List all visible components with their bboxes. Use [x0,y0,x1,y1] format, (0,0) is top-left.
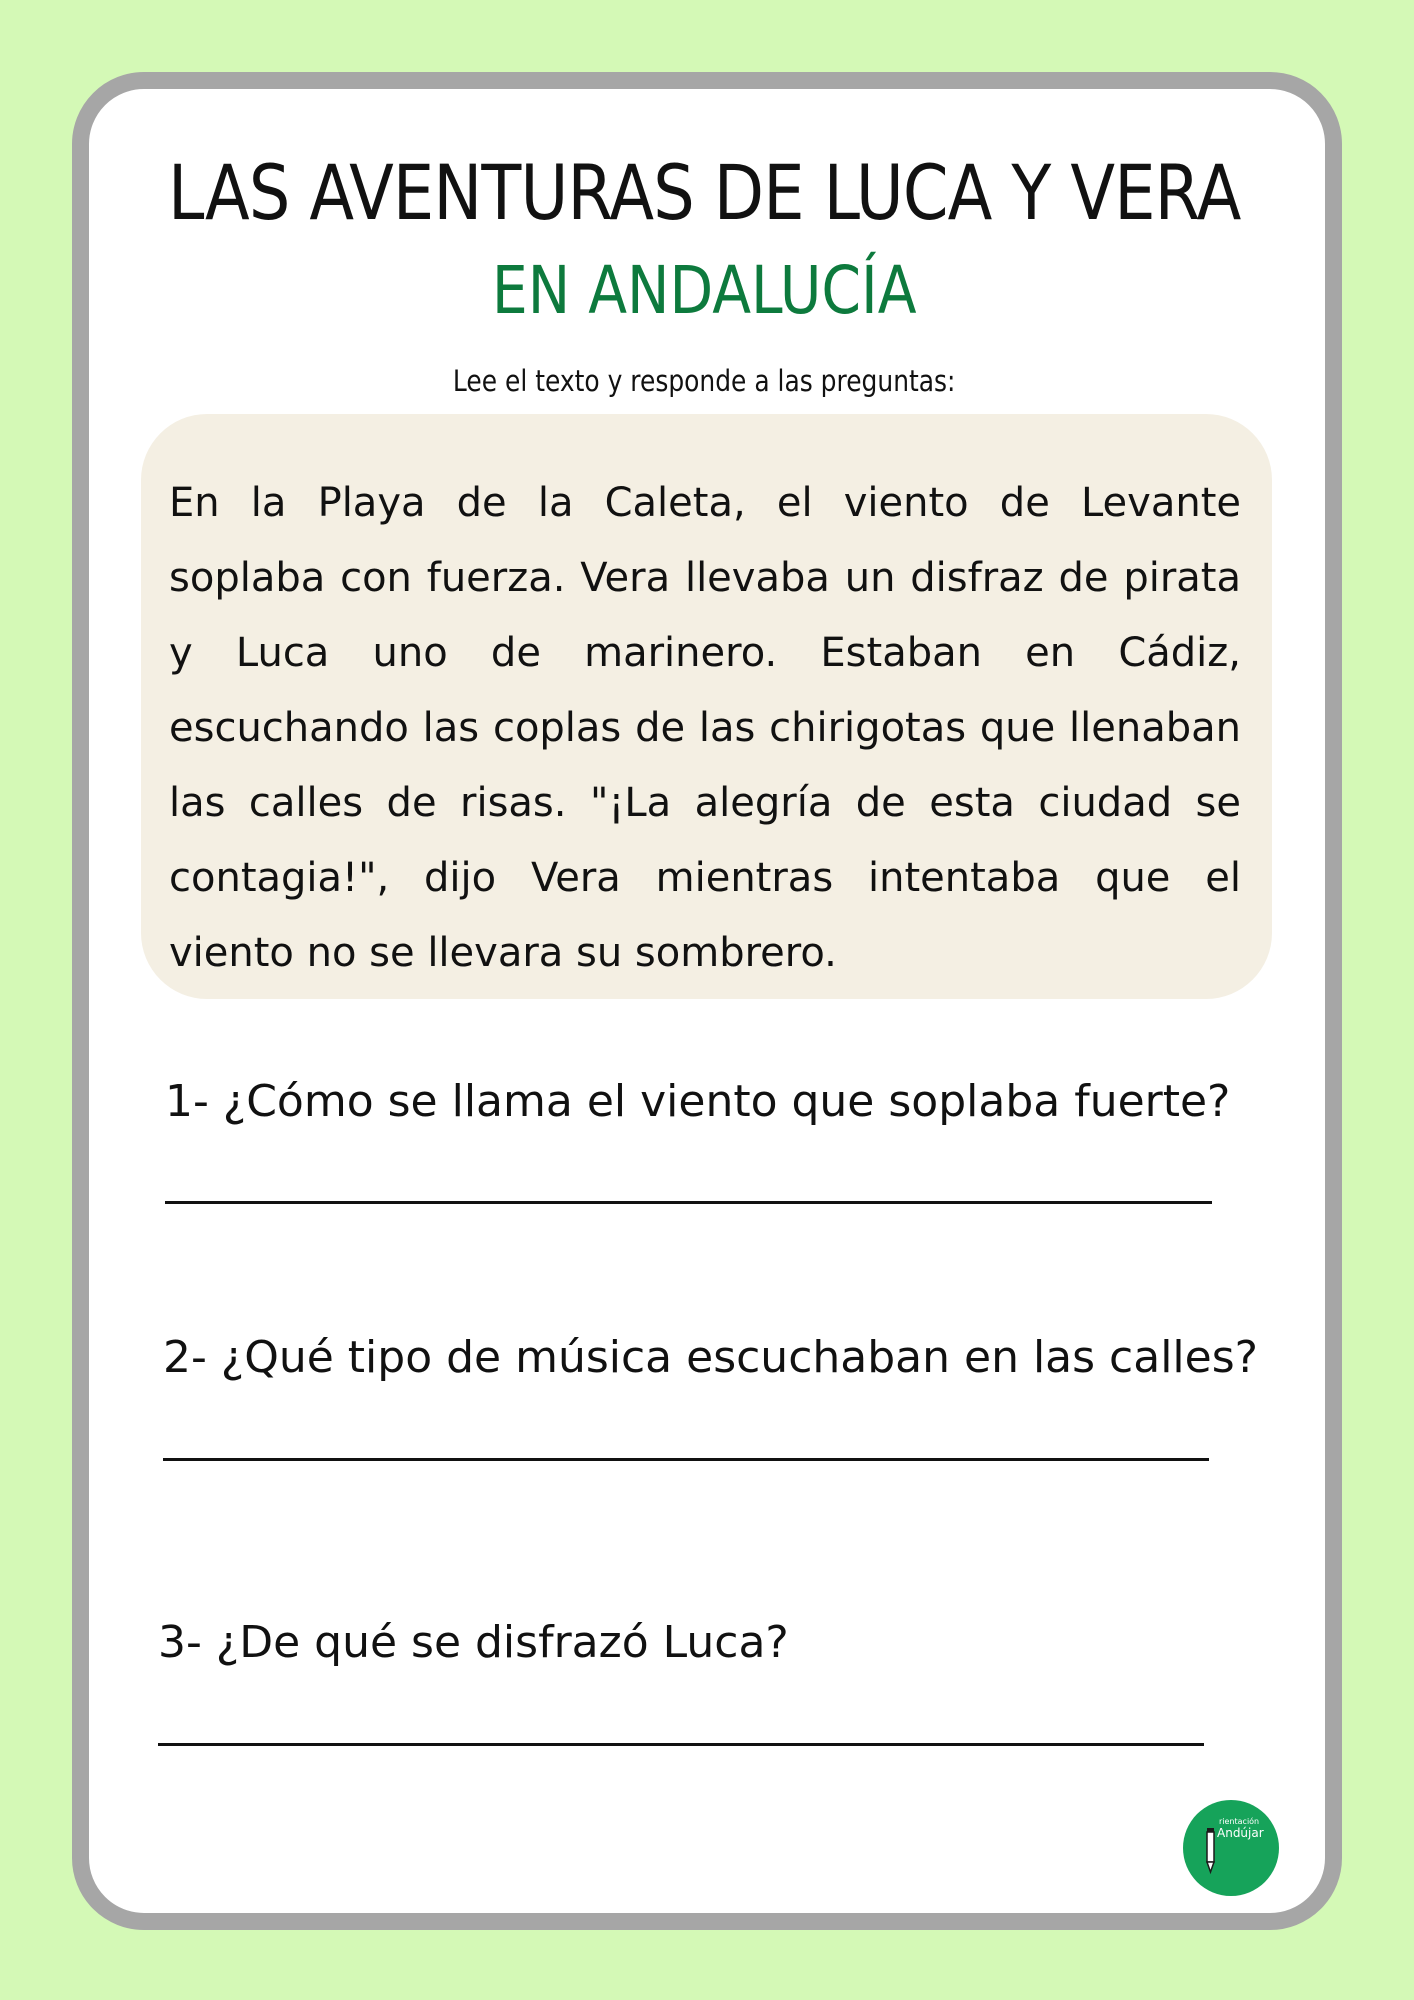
reading-passage-box [141,414,1272,999]
page-title: LAS AVENTURAS DE LUCA Y VERA [167,148,1241,237]
page-subtitle: EN ANDALUCÍA [491,252,917,329]
instruction-text: Lee el texto y responde a las preguntas: [452,364,956,398]
answer-line-1[interactable] [165,1201,1212,1204]
question-1: 1- ¿Cómo se llama el viento que soplaba fuerte? [165,1076,1231,1127]
svg-text:Andújar: Andújar [1217,1826,1264,1840]
reading-passage-text: En la Playa de la Caleta, el viento de Levante soplaba con fuerza. Vera llevaba un disfraz de pirata y Luca uno de marinero. Estaban en Cádiz, escuchando las coplas de las chirigotas que llenaban las calles de risas. "¡La alegría de esta ciudad se contagia!", dijo Vera mientras intentaba que el viento no se llevara su sombrero. [169,480,1241,976]
pencil-icon [1183,1800,1279,1896]
svg-text:rientación: rientación [1219,1817,1260,1826]
question-2: 2- ¿Qué tipo de música escuchaban en las calles? [163,1332,1258,1383]
question-3: 3- ¿De qué se disfrazó Luca? [158,1617,789,1668]
orientacion-andujar-logo [1183,1800,1279,1896]
answer-line-2[interactable] [163,1458,1209,1461]
answer-line-3[interactable] [158,1743,1204,1746]
